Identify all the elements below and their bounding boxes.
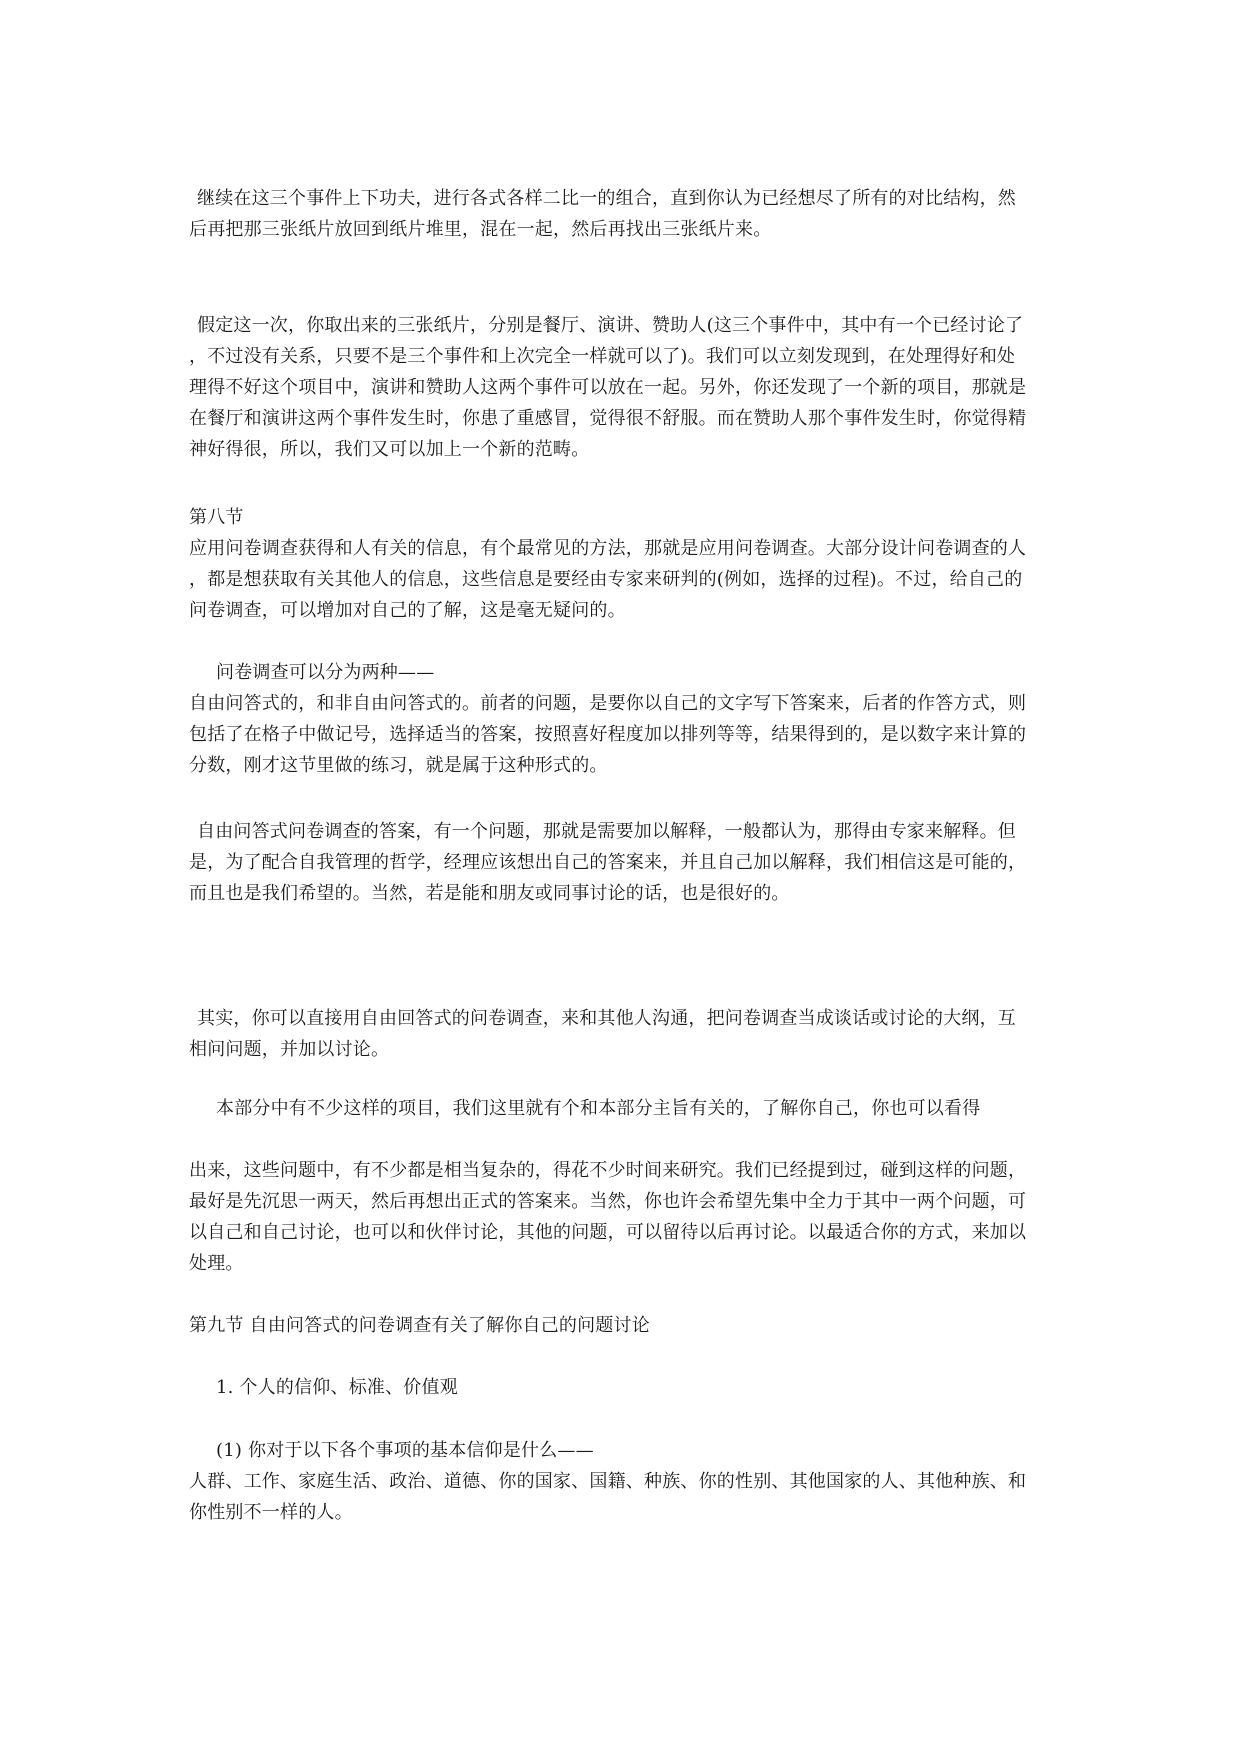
- text-line: ，都是想获取有关其他人的信息，这些信息是要经由专家来研判的(例如，选择的过程)。不过，给自己的: [189, 569, 1023, 590]
- paragraph-three-cards: [189, 310, 1059, 465]
- paragraph-complex-questions: [189, 1155, 1059, 1279]
- paragraph-free-answer: [189, 816, 1059, 909]
- text-line: 最好是先沉思一两天，然后再想出正式的答案来。当然，你也许会希望先集中全力于其中一两个问题，可: [189, 1191, 1027, 1212]
- text-line: 问卷调查，可以增加对自己的了解，这是毫无疑问的。: [189, 600, 626, 621]
- paragraph-communication: [189, 1003, 1059, 1065]
- list-item-beliefs: [189, 1372, 1059, 1403]
- text-line: 理得不好这个项目中，演讲和赞助人这两个事件可以放在一起。另外，你还发现了一个新的项目，那就是: [189, 377, 1027, 398]
- paragraph-items-intro: [189, 1093, 1059, 1124]
- text-line: 应用问卷调查获得和人有关的信息，有个最常见的方法，那就是应用问卷调查。大部分设计问卷调查的人: [189, 538, 1027, 559]
- text-line: 其实，你可以直接用自由回答式的问卷调查，来和其他人沟通，把问卷调查当成谈话或讨论的大纲，互: [197, 1008, 1016, 1029]
- section-heading: 第八节: [189, 507, 244, 528]
- section-nine-heading: [189, 1310, 1059, 1341]
- text-line: 自由问答式的，和非自由问答式的。前者的问题，是要你以自己的文字写下答案来，后者的作答方式，则: [189, 693, 1027, 714]
- paragraph-comparison-continue: [189, 183, 1059, 245]
- text-line: 是，为了配合自我管理的哲学，经理应该想出自己的答案来，并且自己加以解释，我们相信这是可能的，: [189, 852, 1027, 873]
- section-heading: 第九节 自由问答式的问卷调查有关了解你自己的问题讨论: [189, 1315, 650, 1336]
- text-line: 人群、工作、家庭生活、政治、道德、你的国家、国籍、种族、你的性别、其他国家的人、其他种族、和: [189, 1471, 1027, 1492]
- text-line: 问卷调查可以分为两种——: [216, 662, 435, 683]
- text-line: 本部分中有不少这样的项目，我们这里就有个和本部分主旨有关的，了解你自己，你也可以看得: [216, 1098, 981, 1119]
- text-line: 假定这一次，你取出来的三张纸片，分别是餐厅、演讲、赞助人(这三个事件中，其中有一个已经讨论了: [197, 315, 1024, 336]
- text-line: 出来，这些问题中，有不少都是相当复杂的，得花不少时间来研究。我们已经提到过，碰到这样的问题，: [189, 1160, 1027, 1181]
- question-basic-beliefs: [189, 1435, 1059, 1528]
- text-line: 包括了在格子中做记号，选择适当的答案，按照喜好程度加以排列等等，结果得到的，是以数字来计算的: [189, 724, 1027, 745]
- text-line: 自由问答式问卷调查的答案，有一个问题，那就是需要加以解释，一般都认为，那得由专家来解释。但: [197, 821, 1016, 842]
- text-line: 相问问题，并加以讨论。: [189, 1039, 390, 1060]
- text-line: 分数，刚才这节里做的练习，就是属于这种形式的。: [189, 755, 608, 776]
- question-text: (1) 你对于以下各个事项的基本信仰是什么——: [216, 1440, 594, 1461]
- text-line: 在餐厅和演讲这两个事件发生时，你患了重感冒，觉得很不舒服。而在赞助人那个事件发生时，你觉得精: [189, 408, 1027, 429]
- text-line: 继续在这三个事件上下功夫，进行各式各样二比一的组合，直到你认为已经想尽了所有的对比结构，然: [197, 188, 1016, 209]
- list-item-heading: 1. 个人的信仰、标准、价值观: [216, 1377, 458, 1398]
- text-line: 你性别不一样的人。: [189, 1502, 353, 1523]
- text-line: 后再把那三张纸片放回到纸片堆里，混在一起，然后再找出三张纸片来。: [189, 219, 772, 240]
- text-line: 神好得很，所以，我们又可以加上一个新的范畴。: [189, 439, 590, 460]
- text-line: 处理。: [189, 1253, 244, 1274]
- section-eight: [189, 502, 1059, 626]
- paragraph-questionnaire-types: [189, 657, 1059, 781]
- text-line: ，不过没有关系，只要不是三个事件和上次完全一样就可以了)。我们可以立刻发现到，在处理得好和处: [189, 346, 1016, 367]
- text-line: 以自己和自己讨论，也可以和伙伴讨论，其他的问题，可以留待以后再讨论。以最适合你的方式，来加以: [189, 1222, 1027, 1243]
- text-line: 而且也是我们希望的。当然，若是能和朋友或同事讨论的话，也是很好的。: [189, 883, 790, 904]
